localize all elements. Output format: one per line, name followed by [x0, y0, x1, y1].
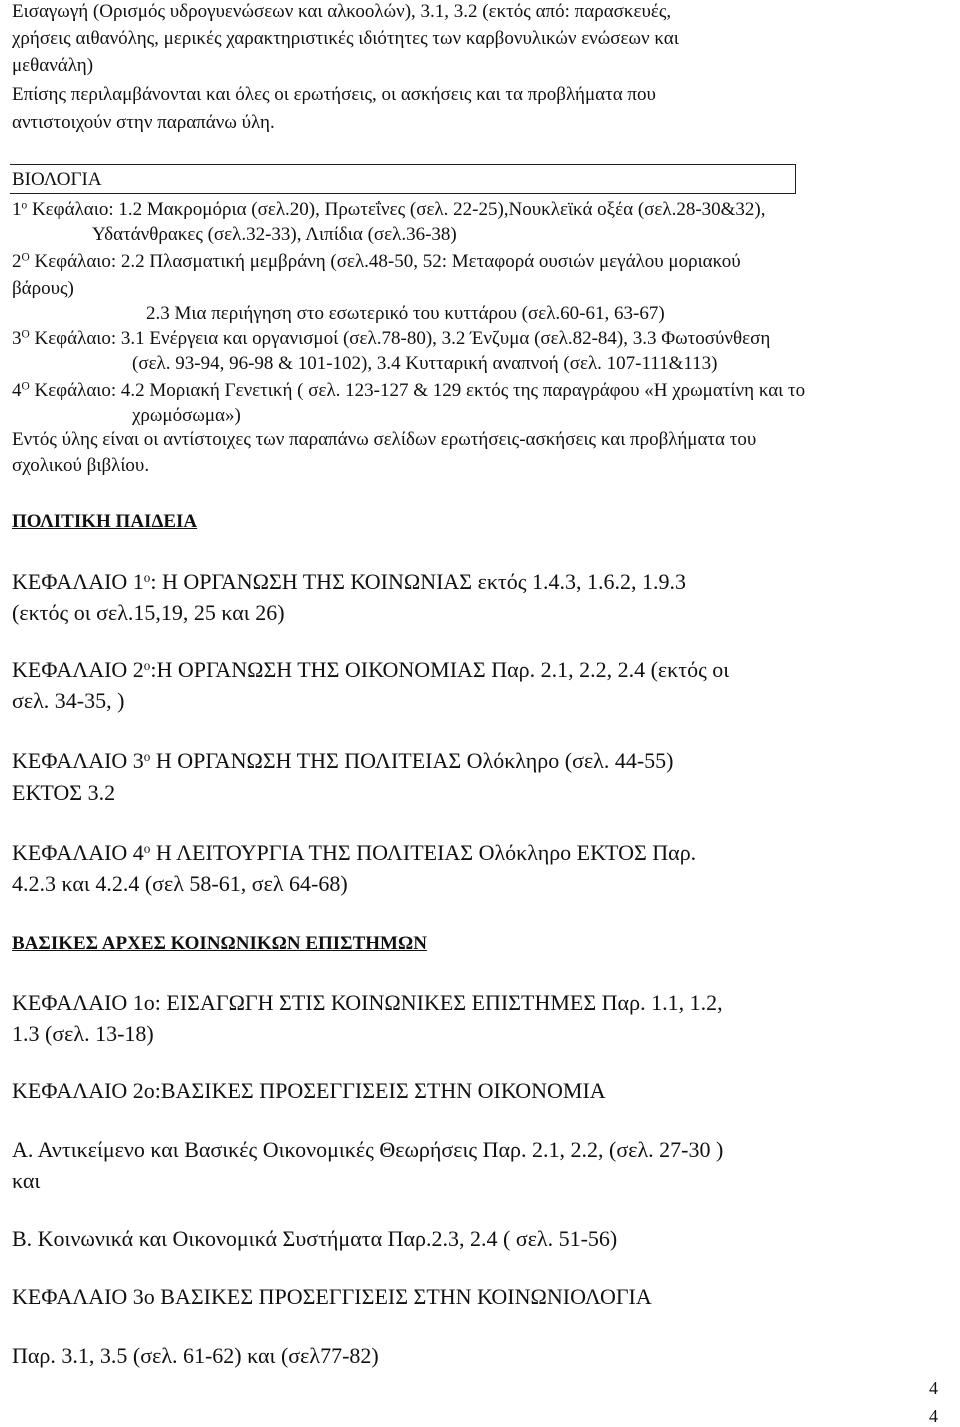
- biology-heading: ΒΙΟΛΟΓΙΑ: [12, 169, 102, 190]
- biology-note-2: σχολικού βιβλίου.: [12, 455, 150, 476]
- koinonikes-k1-line: ΚΕΦΑΛΑΙΟ 1ο: ΕΙΣΑΓΩΓΗ ΣΤΙΣ ΚΟΙΝΩΝΙΚΕΣ ΕΠΙΣΤΗΜΕΣ Παρ. 1.1, 1.2,: [12, 990, 723, 1015]
- politiki-k2-line: ΚΕΦΑΛΑΙΟ $2^o:H$ ΟΡΓΑΝΩΣΗ ΤΗΣ ΟΙΚΟΝΟΜΙΑΣ Παρ. 2.1, 2.2, 2.4 (εκτός οι: [12, 657, 730, 682]
- koinonikes-a-cont: και: [12, 1168, 41, 1193]
- politiki-k3-line: ΚΕΦΑΛΑΙΟ $3^o$ Η ΟΡΓΑΝΩΣΗ ΤΗΣ ΠΟΛΙΤΕΙΑΣ Ολόκληρο (σελ. 44-55): [12, 748, 674, 773]
- intro-line-5: αντιστοιχούν στην παραπάνω ύλη.: [12, 112, 275, 133]
- page-number-footer: 4: [929, 1406, 938, 1426]
- politiki-k2-cont: σελ. 34-35, ): [12, 688, 125, 713]
- biology-ch2-line: $2^O$ Κεφάλαιο: 2.2 Πλασματική μεμβράνη (σελ.48-50, 52: Μεταφορά ουσιών μεγάλου μοριακού: [12, 251, 741, 272]
- biology-note-1: Εντός ύλης είναι οι αντίστοιχες των παραπάνω σελίδων ερωτήσεις-ασκήσεις και προβλήματα του: [12, 429, 757, 450]
- page-number: 4: [929, 1378, 938, 1398]
- intro-line-1: Εισαγωγή (Ορισμός υδρογυενώσεων και αλκοολών), 3.1, 3.2 (εκτός από: παρασκευές,: [12, 1, 672, 22]
- koinonikes-heading: ΒΑΣΙΚΕΣ ΑΡΧΕΣ ΚΟΙΝΩΝΙΚΩΝ ΕΠΙΣΤΗΜΩΝ: [12, 933, 427, 954]
- politiki-k4-cont: 4.2.3 και 4.2.4 (σελ 58-61, σελ 64-68): [12, 871, 348, 896]
- politiki-k1-line: ΚΕΦΑΛΑΙΟ $1^o$: Η ΟΡΓΑΝΩΣΗ ΤΗΣ ΚΟΙΝΩΝΙΑΣ εκτός 1.4.3, 1.6.2, 1.9.3: [12, 569, 686, 594]
- biology-ch2-sub: 2.3 Μια περιήγηση στο εσωτερικό του κυττάρου (σελ.60-61, 63-67): [146, 303, 665, 324]
- koinonikes-k1-cont: 1.3 (σελ. 13-18): [12, 1021, 154, 1046]
- koinonikes-b-line: Β. Κοινωνικά και Οικονομικά Συστήματα Παρ.2.3, 2.4 ( σελ. 51-56): [12, 1226, 618, 1251]
- biology-ch3-cont: (σελ. 93-94, 96-98 & 101-102), 3.4 Κυτταρική αναπνοή (σελ. 107-111&113): [132, 353, 718, 374]
- biology-ch1-line: $1^o$ Κεφάλαιο: 1.2 Μακρομόρια (σελ.20), Πρωτεΐνες (σελ. 22-25),Νουκλεϊκά οξέα (σελ.28-30&32),: [12, 199, 766, 220]
- biology-ch4-line: $4^O$ Κεφάλαιο: 4.2 Μοριακή Γενετική ( σελ. 123-127 & 129 εκτός της παραγράφου «Η χρωματίνη και το: [12, 380, 806, 401]
- biology-ch3-line: $3^O$ Κεφάλαιο: 3.1 Ενέργεια και οργανισμοί (σελ.78-80), 3.2 Ένζυμα (σελ.82-84), 3.3 Φωτοσύνθεση: [12, 328, 771, 349]
- koinonikes-k3-line: ΚΕΦΑΛΑΙΟ 3ο ΒΑΣΙΚΕΣ ΠΡΟΣΕΓΓΙΣΕΙΣ ΣΤΗΝ ΚΟΙΝΩΝΙΟΛΟΓΙΑ: [12, 1284, 652, 1309]
- politiki-k1-cont: (εκτός οι σελ.15,19, 25 και 26): [12, 600, 285, 625]
- biology-heading-box: [10, 164, 796, 194]
- biology-ch2-cont: βάρους): [12, 278, 74, 299]
- koinonikes-a-line: Α. Αντικείμενο και Βασικές Οικονομικές Θεωρήσεις Παρ. 2.1, 2.2, (σελ. 27-30 ): [12, 1137, 724, 1162]
- politiki-heading: ΠΟΛΙΤΙΚΗ ΠΑΙΔΕΙΑ: [12, 511, 198, 532]
- koinonikes-k2-line: ΚΕΦΑΛΑΙΟ 2ο:ΒΑΣΙΚΕΣ ΠΡΟΣΕΓΓΙΣΕΙΣ ΣΤΗΝ ΟΙΚΟΝΟΜΙΑ: [12, 1078, 606, 1103]
- intro-line-3: μεθανάλη): [12, 55, 94, 76]
- biology-ch4-cont: χρωμόσωμα»): [132, 405, 241, 426]
- politiki-k4-line: ΚΕΦΑΛΑΙΟ $4^o$ Η ΛΕΙΤΟΥΡΓΙΑ ΤΗΣ ΠΟΛΙΤΕΙΑΣ Ολόκληρο ΕΚΤΟΣ Παρ.: [12, 840, 697, 865]
- intro-line-4: Επίσης περιλαμβάνονται και όλες οι ερωτήσεις, οι ασκήσεις και τα προβλήματα που: [12, 84, 656, 105]
- koinonikes-k3-par: Παρ. 3.1, 3.5 (σελ. 61-62) και (σελ77-82): [12, 1343, 379, 1368]
- biology-ch1-cont: Υδατάνθρακες (σελ.32-33), Λιπίδια (σελ.36-38): [92, 224, 457, 245]
- politiki-k3-cont: ΕΚΤΟΣ 3.2: [12, 780, 116, 805]
- intro-line-2: χρήσεις αιθανόλης, μερικές χαρακτηριστικές ιδιότητες των καρβονυλικών ενώσεων και: [12, 28, 679, 49]
